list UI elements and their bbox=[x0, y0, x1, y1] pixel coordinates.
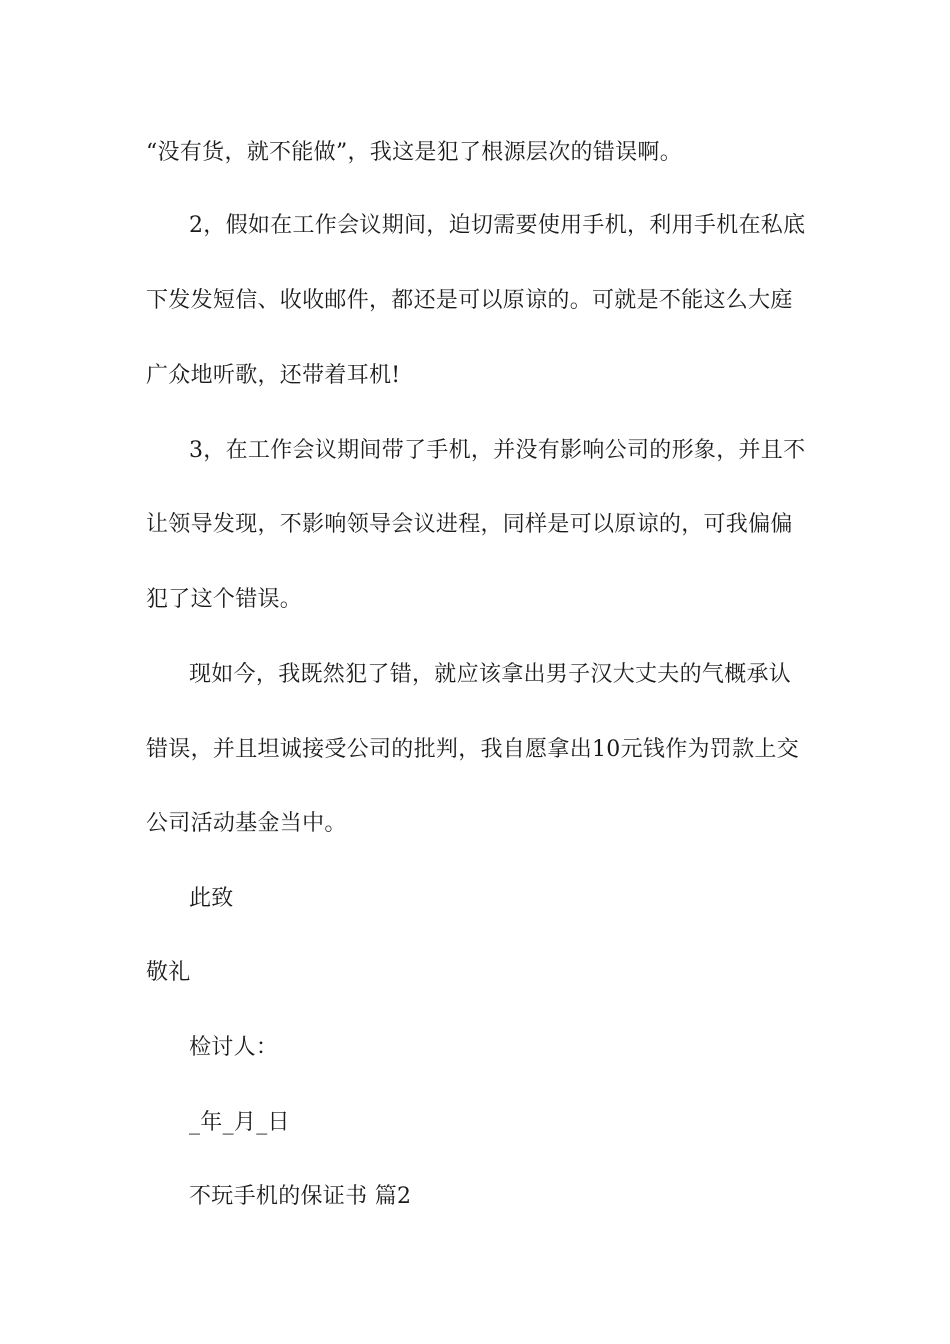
paragraph-3-line-3: 犯了这个错误。 bbox=[146, 587, 303, 612]
next-section-heading: 不玩手机的保证书 篇2 bbox=[189, 1184, 412, 1209]
paragraph-2-line-1: 2，假如在工作会议期间，迫切需要使用手机，利用手机在私底 bbox=[189, 213, 806, 238]
paragraph-4-line-3: 公司活动基金当中。 bbox=[146, 811, 347, 836]
date-line: _年_月_日 bbox=[189, 1110, 290, 1135]
paragraph-2-line-3: 广众地听歌，还带着耳机! bbox=[146, 363, 401, 388]
closing-cizhi: 此致 bbox=[189, 886, 234, 911]
paragraph-3-line-2: 让领导发现，不影响领导会议进程，同样是可以原谅的，可我偏偏 bbox=[146, 512, 793, 537]
paragraph-4-line-1: 现如今，我既然犯了错，就应该拿出男子汉大丈夫的气概承认 bbox=[189, 662, 792, 687]
closing-jingli: 敬礼 bbox=[146, 960, 191, 985]
author-label: 检讨人： bbox=[189, 1035, 279, 1060]
paragraph-3-line-1: 3，在工作会议期间带了手机，并没有影响公司的形象，并且不 bbox=[189, 438, 806, 463]
paragraph-4-line-2: 错误，并且坦诚接受公司的批判，我自愿拿出10元钱作为罚款上交 bbox=[146, 737, 799, 762]
paragraph-2-line-2: 下发发短信、收收邮件，都还是可以原谅的。可就是不能这么大庭 bbox=[146, 288, 793, 313]
paragraph-1-line-1: “没有货，就不能做”，我这是犯了根源层次的错误啊。 bbox=[146, 140, 682, 165]
